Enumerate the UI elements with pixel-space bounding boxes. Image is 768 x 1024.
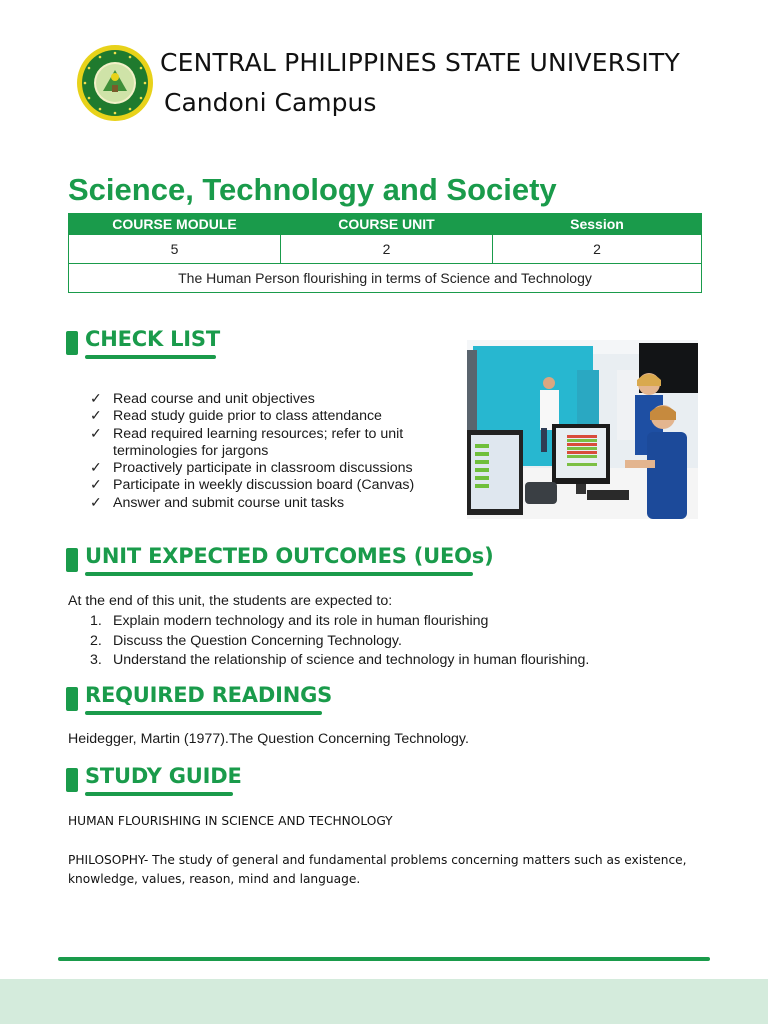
reading-item: Heidegger, Martin (1977).The Question Concerning Technology. <box>68 731 469 747</box>
checkmark-icon: ✓ <box>90 391 102 407</box>
header-session: Session <box>493 214 702 235</box>
header-course-unit: COURSE UNIT <box>281 214 493 235</box>
ueo-intro: At the end of this unit, the students are expected to: <box>68 593 393 609</box>
course-info-table <box>68 213 702 293</box>
list-item: 3. Understand the relationship of science and technology in human flourishing. <box>90 652 590 669</box>
hospital-workstation-photo <box>467 340 698 519</box>
checkmark-icon: ✓ <box>90 425 102 442</box>
checklist-item: ✓ Answer and submit course unit tasks <box>90 494 345 511</box>
value-session: 2 <box>493 235 702 264</box>
checkmark-icon: ✓ <box>90 460 102 477</box>
course-title: Science, Technology and Society <box>68 172 557 207</box>
checklist-item: ✓ Participate in weekly discussion board (Canvas) <box>90 477 415 494</box>
campus-name: Candoni Campus <box>164 88 377 117</box>
study-guide-title: HUMAN FLOURISHING IN SCIENCE AND TECHNOLOGY <box>68 814 393 828</box>
ueo-heading-label: UNIT EXPECTED OUTCOMES (UEOs) <box>85 544 494 568</box>
header-course-module: COURSE MODULE <box>69 214 281 235</box>
footer-band <box>0 979 768 1024</box>
course-table-values-row <box>69 235 702 264</box>
university-seal-logo <box>76 44 154 122</box>
checklist-heading-label: CHECK LIST <box>85 327 220 351</box>
readings-heading-label: REQUIRED READINGS <box>85 683 333 707</box>
course-table-header-row <box>69 214 702 235</box>
list-item: 1. Explain modern technology and its role in human flourishing <box>90 613 489 629</box>
value-course-module: 5 <box>69 235 281 264</box>
university-name: CENTRAL PHILIPPINES STATE UNIVERSITY <box>160 48 680 77</box>
heading-underline <box>85 711 322 715</box>
heading-bar-marker <box>66 331 78 355</box>
study-guide-paragraph: PHILOSOPHY- The study of general and fundamental problems concerning matters such as existence, knowledge, values, reason, mind and language. <box>68 853 687 886</box>
checkmark-icon: ✓ <box>90 494 102 511</box>
heading-bar-marker <box>66 768 78 792</box>
study-guide-heading-label: STUDY GUIDE <box>85 764 242 788</box>
checklist-item: ✓ Read study guide prior to class attendance <box>90 408 382 425</box>
course-topic: The Human Person flourishing in terms of Science and Technology <box>69 264 702 293</box>
footer-divider <box>58 957 710 961</box>
list-item: 2. Discuss the Question Concerning Technology. <box>90 632 402 649</box>
heading-bar-marker <box>66 687 78 711</box>
checkmark-icon: ✓ <box>90 408 102 425</box>
heading-underline <box>85 572 473 576</box>
checklist-item: ✓ Proactively participate in classroom discussions <box>90 460 413 477</box>
heading-underline <box>85 792 233 796</box>
heading-bar-marker <box>66 548 78 572</box>
checklist-item: ✓ Read course and unit objectives <box>90 391 315 407</box>
ueo-list <box>90 612 589 671</box>
course-table-topic-row <box>69 264 702 293</box>
checklist <box>90 391 440 512</box>
checkmark-icon: ✓ <box>90 477 102 494</box>
heading-underline <box>85 355 216 359</box>
value-course-unit: 2 <box>281 235 493 264</box>
checklist-item: ✓ Read required learning resources; refer to unit terminologies for jargons <box>90 425 404 459</box>
